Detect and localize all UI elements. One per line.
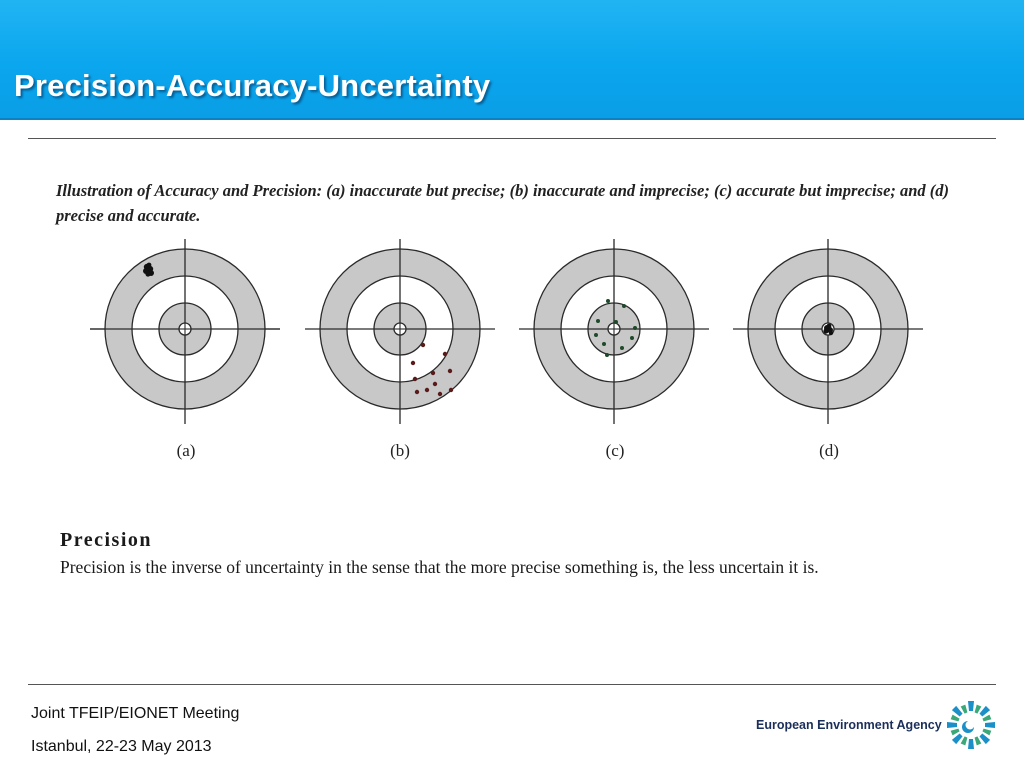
section-heading: Precision	[60, 529, 153, 551]
target-label-b: (b)	[390, 441, 410, 460]
figure-caption: Illustration of Accuracy and Precision: (a) inaccurate but precise; (b) inaccurate and imprecise; (c) accurate but imprecise; and (d) precise and accurate.	[56, 181, 950, 225]
shot	[431, 371, 435, 375]
shot	[605, 353, 609, 357]
shot	[823, 328, 828, 333]
shot	[438, 392, 442, 396]
top-divider	[28, 138, 996, 139]
shot	[630, 336, 634, 340]
eea-logo-icon	[945, 699, 997, 751]
shot	[411, 361, 415, 365]
shot	[827, 324, 832, 329]
slide-header	[0, 0, 1024, 120]
footer-meeting: Joint TFEIP/EIONET Meeting	[31, 705, 240, 722]
target-a	[90, 239, 280, 424]
footer-location-date: Istanbul, 22-23 May 2013	[31, 738, 212, 755]
agency-name: European Environment Agency	[756, 718, 942, 732]
shot	[606, 299, 610, 303]
target-diagrams	[0, 232, 1024, 472]
shot	[443, 352, 447, 356]
shot	[415, 390, 419, 394]
bottom-divider	[28, 684, 996, 685]
shot	[145, 271, 150, 276]
shot	[602, 342, 606, 346]
section-text: Precision is the inverse of uncertainty in the sense that the more precise something is, the less uncertain it is.	[60, 557, 819, 577]
shot	[433, 382, 437, 386]
shot	[620, 346, 624, 350]
target-label-d: (d)	[819, 441, 839, 460]
shot	[425, 388, 429, 392]
shot	[147, 263, 152, 268]
target-c	[519, 239, 709, 424]
target-d	[733, 239, 923, 424]
shot	[633, 326, 637, 330]
shot	[614, 320, 618, 324]
shot	[448, 369, 452, 373]
shot	[594, 333, 598, 337]
target-label-a: (a)	[176, 441, 196, 460]
target-b	[305, 239, 495, 424]
slide-title: Precision-Accuracy-Uncertainty	[14, 68, 491, 103]
shot	[622, 304, 626, 308]
shot	[449, 388, 453, 392]
target-label-c: (c)	[605, 441, 625, 460]
shot	[413, 377, 417, 381]
shot	[421, 343, 425, 347]
shot	[596, 319, 600, 323]
shot	[829, 331, 833, 335]
